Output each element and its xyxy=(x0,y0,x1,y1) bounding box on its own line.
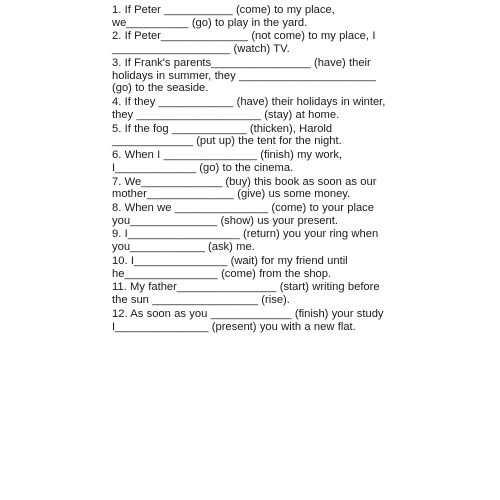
worksheet-page xyxy=(109,0,391,500)
exercise-item-9: 9. I__________________ (return) you your ring when you____________ (ask) me. xyxy=(112,228,379,254)
exercise-item-2: 2. If Peter______________ (not come) to my place, I ___________________ (watch) TV. xyxy=(112,30,376,56)
exercise-item-10: 10. I_______________ (wait) for my friend until he_______________ (come) from the shop. xyxy=(112,254,348,280)
exercise-item-3: 3. If Frank's parents________________ (have) their holidays in summer, they ______________________ (go) to the seaside. xyxy=(112,56,376,95)
exercise-item-8: 8. When we _______________ (come) to your place you______________ (show) us your present. xyxy=(112,201,374,227)
exercise-item-11: 11. My father________________ (start) writing before the sun _________________ (rise). xyxy=(112,281,380,307)
exercise-item-4: 4. If they ____________ (have) their holidays in winter, they ____________________ (stay) at home. xyxy=(112,96,386,121)
exercise-list xyxy=(112,4,391,333)
exercise-item-12: 12. As soon as you _____________ (finish) your study I_______________ (present) you with a new flat. xyxy=(112,307,384,333)
exercise-item-7: 7. We_____________ (buy) this book as soon as our mother______________ (give) us some money. xyxy=(112,175,377,201)
exercise-item-1: 1. If Peter ___________ (come) to my place, we__________ (go) to play in the yard. xyxy=(112,4,335,29)
exercise-item-6: 6. When I _______________ (finish) my work, I_____________ (go) to the cinema. xyxy=(112,149,343,174)
exercise-item-5: 5. If the fog ____________ (thicken), Harold _____________ (put up) the tent for the night. xyxy=(112,122,342,148)
